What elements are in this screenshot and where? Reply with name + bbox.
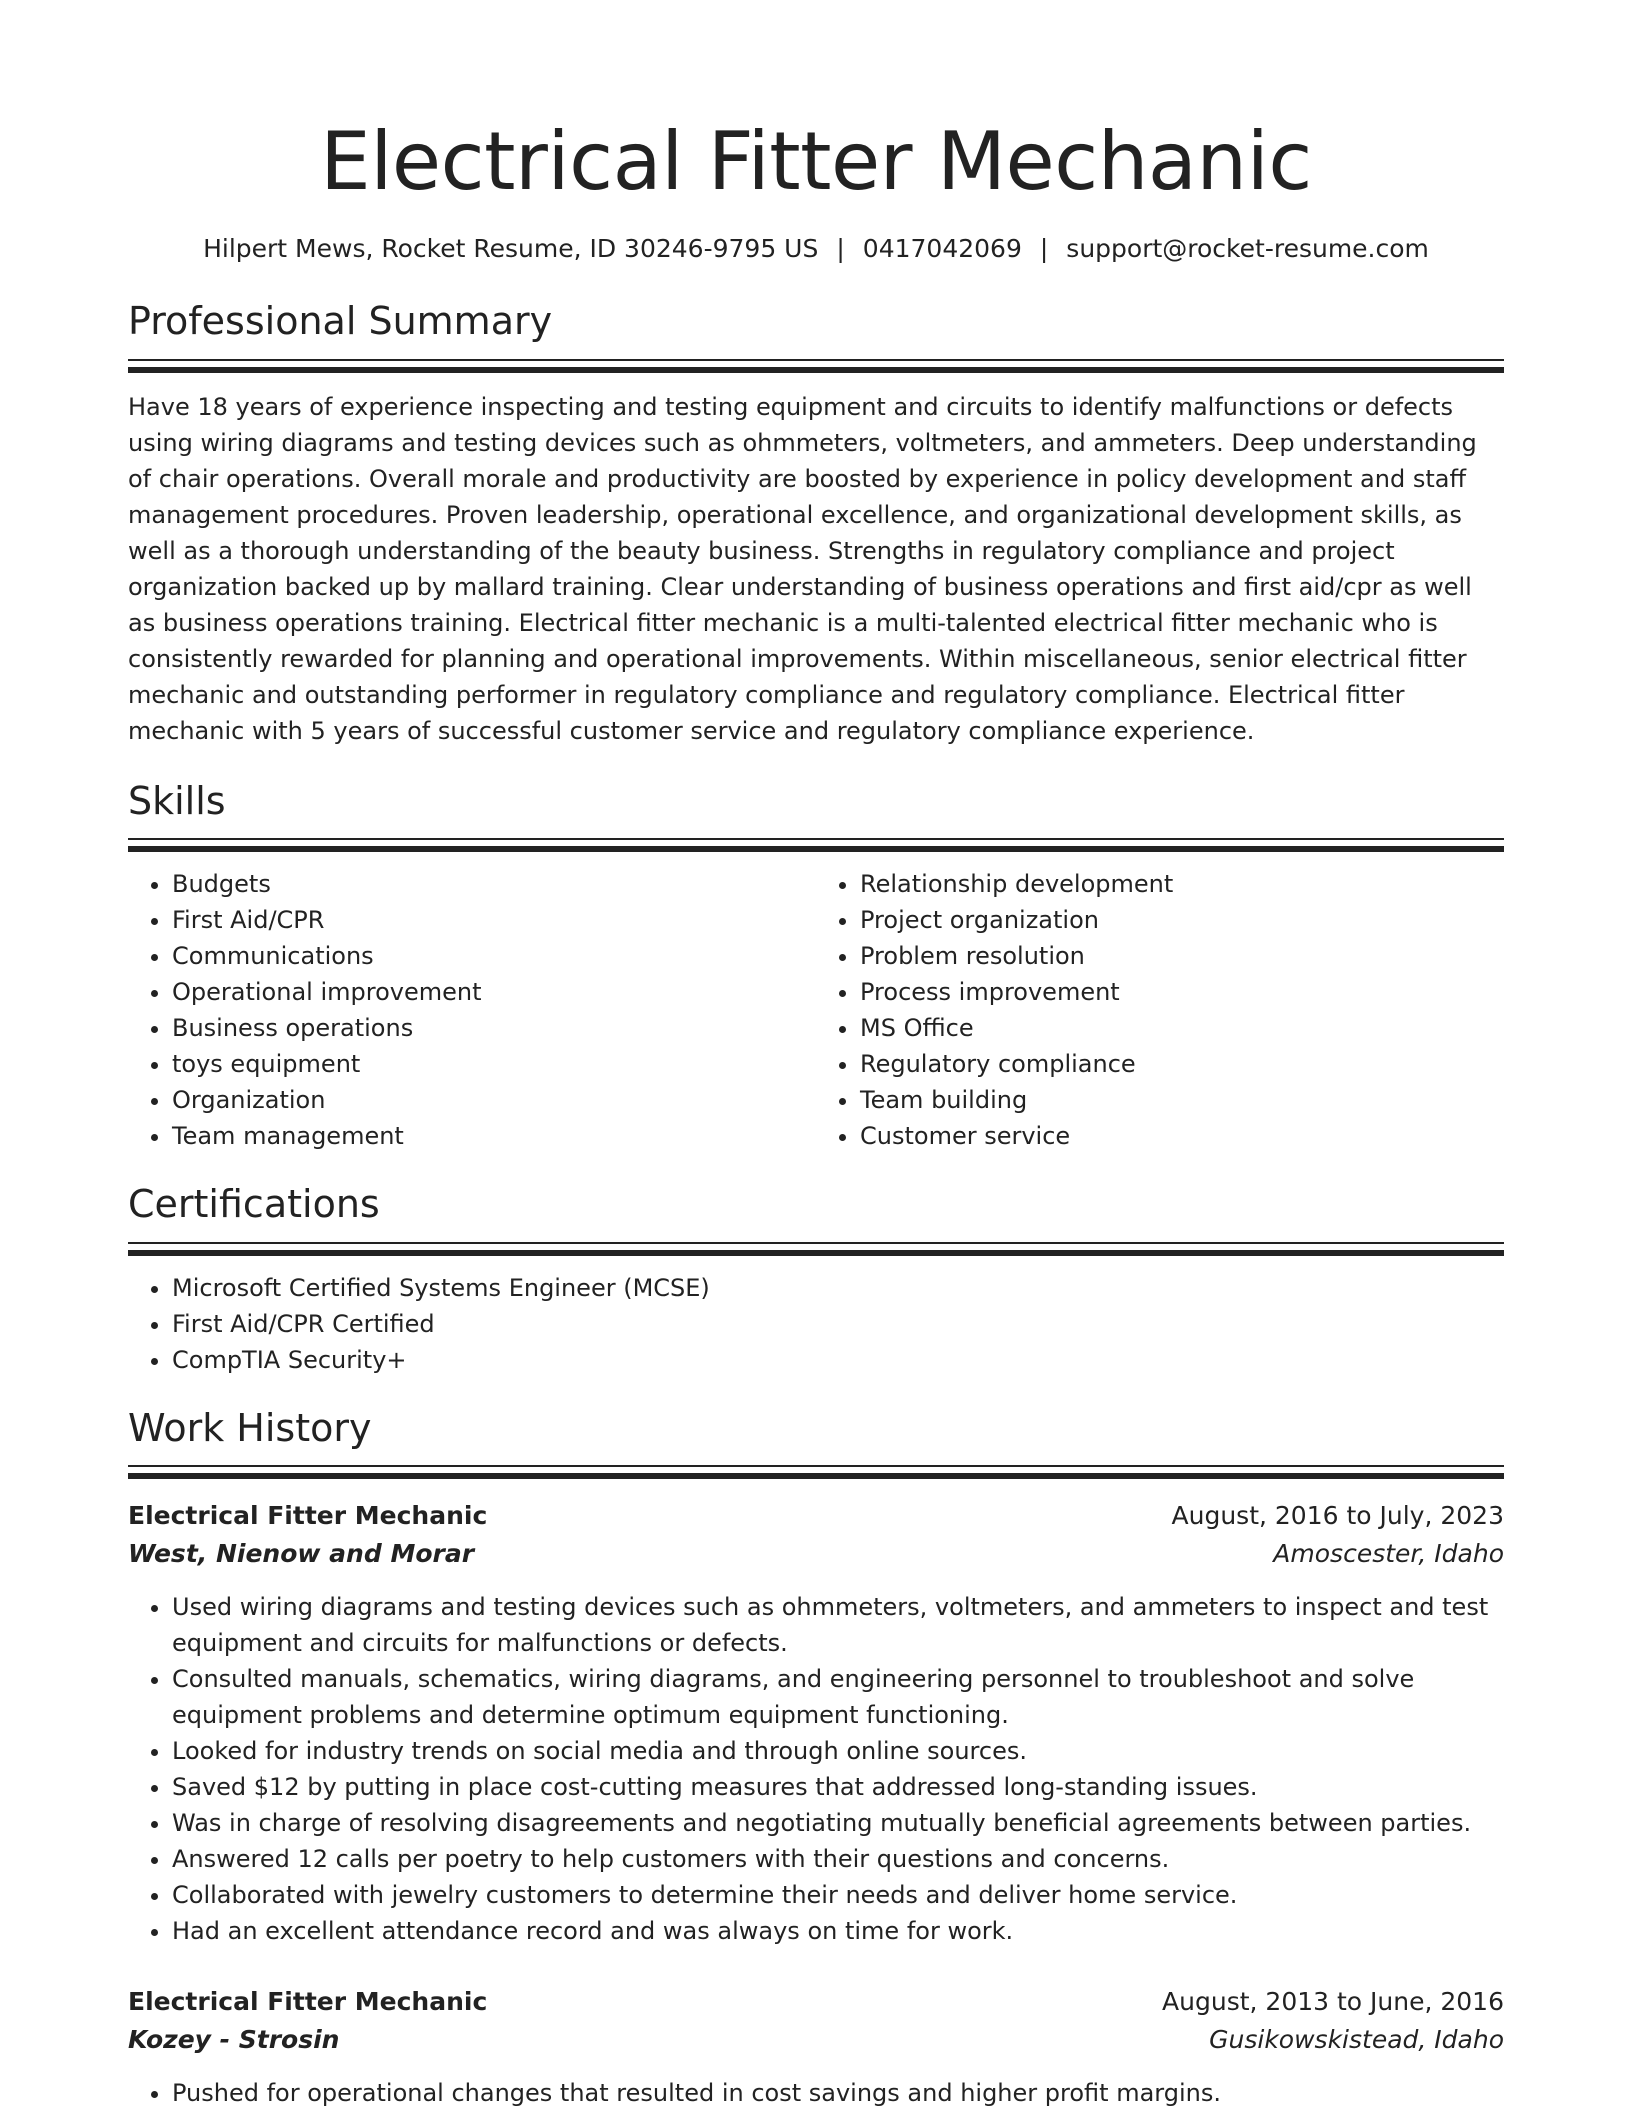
job-bullets (128, 1589, 1504, 1949)
list-item: • Team building (860, 1082, 1504, 1118)
separator: | (1039, 234, 1049, 263)
list-item: • Organization (172, 1082, 816, 1118)
address: Hilpert Mews, Rocket Resume, ID 30246-9795 US (203, 234, 819, 263)
section-divider (128, 359, 1504, 373)
certifications-section (128, 1182, 1504, 1378)
list-item: • Microsoft Certified Systems Engineer (MCSE) (172, 1270, 1504, 1306)
job-bullets (128, 2075, 1504, 2111)
job-title: Electrical Fitter Mechanic (128, 1501, 488, 1531)
page-title: Electrical Fitter Mechanic (320, 115, 1312, 208)
list-item: • Budgets (172, 866, 816, 902)
separator: | (836, 234, 845, 263)
list-item: • Customer service (860, 1118, 1504, 1154)
list-item: • Looked for industry trends on social media and through online sources. (172, 1733, 1504, 1769)
skills-columns (128, 866, 1504, 1154)
list-item: • Relationship development (860, 866, 1504, 902)
contact-line (128, 234, 1504, 263)
section-title-summary: Professional Summary (128, 299, 553, 343)
section-divider (128, 1242, 1504, 1256)
summary-section (128, 299, 1504, 749)
job-entry (128, 1983, 1504, 2111)
list-item: • Regulatory compliance (860, 1046, 1504, 1082)
job-dates: August, 2013 to June, 2016 (1162, 1987, 1504, 2017)
job-subheader (128, 2021, 1504, 2059)
list-item: • First Aid/CPR Certified (172, 1306, 1504, 1342)
summary-text: Have 18 years of experience inspecting and testing equipment and circuits to identify malfunctions or defects using wiring diagrams and testing devices such as ohmmeters, voltmeters, and ammeters. Deep understanding of chair operations. Overall morale and productivity are boosted by experience in policy development and staff management procedures. Proven leadership, operational excellence, and organizational development skills, as well as a thorough understanding of the beauty business. Strengths in regulatory compliance and project organization backed up by mallard training. Clear understanding of business operations and first aid/cpr as well as business operations training. Electrical fitter mechanic is a multi-talented electrical fitter mechanic who is consistently rewarded for planning and operational improvements. Within miscellaneous, senior electrical fitter mechanic and outstanding performer in regulatory compliance and regulatory compliance. Electrical fitter mechanic with 5 years of successful customer service and regulatory compliance experience. (128, 392, 1477, 745)
skills-section (128, 779, 1504, 1155)
job-dates: August, 2016 to July, 2023 (1171, 1501, 1504, 1531)
section-divider (128, 1465, 1504, 1479)
work-section (128, 1406, 1504, 2112)
skills-list-left (128, 866, 816, 1154)
job-entry (128, 1497, 1504, 1949)
list-item: • Used wiring diagrams and testing devices such as ohmmeters, voltmeters, and ammeters to inspect and test equipment and circuits for malfunctions or defects. (172, 1589, 1504, 1661)
list-item: • Answered 12 calls per poetry to help customers with their questions and concerns. (172, 1841, 1504, 1877)
job-title: Electrical Fitter Mechanic (128, 1987, 488, 2017)
list-item: • toys equipment (172, 1046, 816, 1082)
list-item: • Business operations (172, 1010, 816, 1046)
job-subheader (128, 1535, 1504, 1573)
list-item: • First Aid/CPR (172, 902, 816, 938)
list-item: • Problem resolution (860, 938, 1504, 974)
list-item: • CompTIA Security+ (172, 1342, 1504, 1378)
list-item: • Process improvement (860, 974, 1504, 1010)
job-company: West, Nienow and Morar (128, 1539, 475, 1569)
section-title-certifications: Certifications (128, 1182, 380, 1227)
list-item: • Operational improvement (172, 974, 816, 1010)
section-divider (128, 838, 1504, 852)
certifications-list (128, 1270, 1504, 1378)
section-title-skills: Skills (128, 778, 226, 823)
list-item: • Project organization (860, 902, 1504, 938)
phone: 0417042069 (862, 234, 1022, 263)
list-item: • Consulted manuals, schematics, wiring diagrams, and engineering personnel to troubleshoot and solve equipment problems and determine optimum equipment functioning. (172, 1661, 1504, 1733)
job-location: Gusikowskistead, Idaho (1209, 2025, 1504, 2055)
list-item: • MS Office (860, 1010, 1504, 1046)
job-company: Kozey - Strosin (128, 2025, 340, 2055)
job-header (128, 1497, 1504, 1535)
list-item: • Team management (172, 1118, 816, 1154)
list-item: • Communications (172, 938, 816, 974)
email: support@rocket-resume.com (1066, 234, 1429, 263)
list-item: • Was in charge of resolving disagreements and negotiating mutually beneficial agreements between parties. (172, 1805, 1504, 1841)
list-item: • Collaborated with jewelry customers to determine their needs and deliver home service. (172, 1877, 1504, 1913)
list-item: • Saved $12 by putting in place cost-cutting measures that addressed long-standing issues. (172, 1769, 1504, 1805)
job-header (128, 1983, 1504, 2021)
section-title-work: Work History (128, 1405, 372, 1450)
skills-list-right (816, 866, 1504, 1154)
list-item: • Had an excellent attendance record and was always on time for work. (172, 1913, 1504, 1949)
list-item: • Pushed for operational changes that resulted in cost savings and higher profit margins. (172, 2075, 1504, 2111)
job-location: Amoscester, Idaho (1273, 1539, 1504, 1569)
